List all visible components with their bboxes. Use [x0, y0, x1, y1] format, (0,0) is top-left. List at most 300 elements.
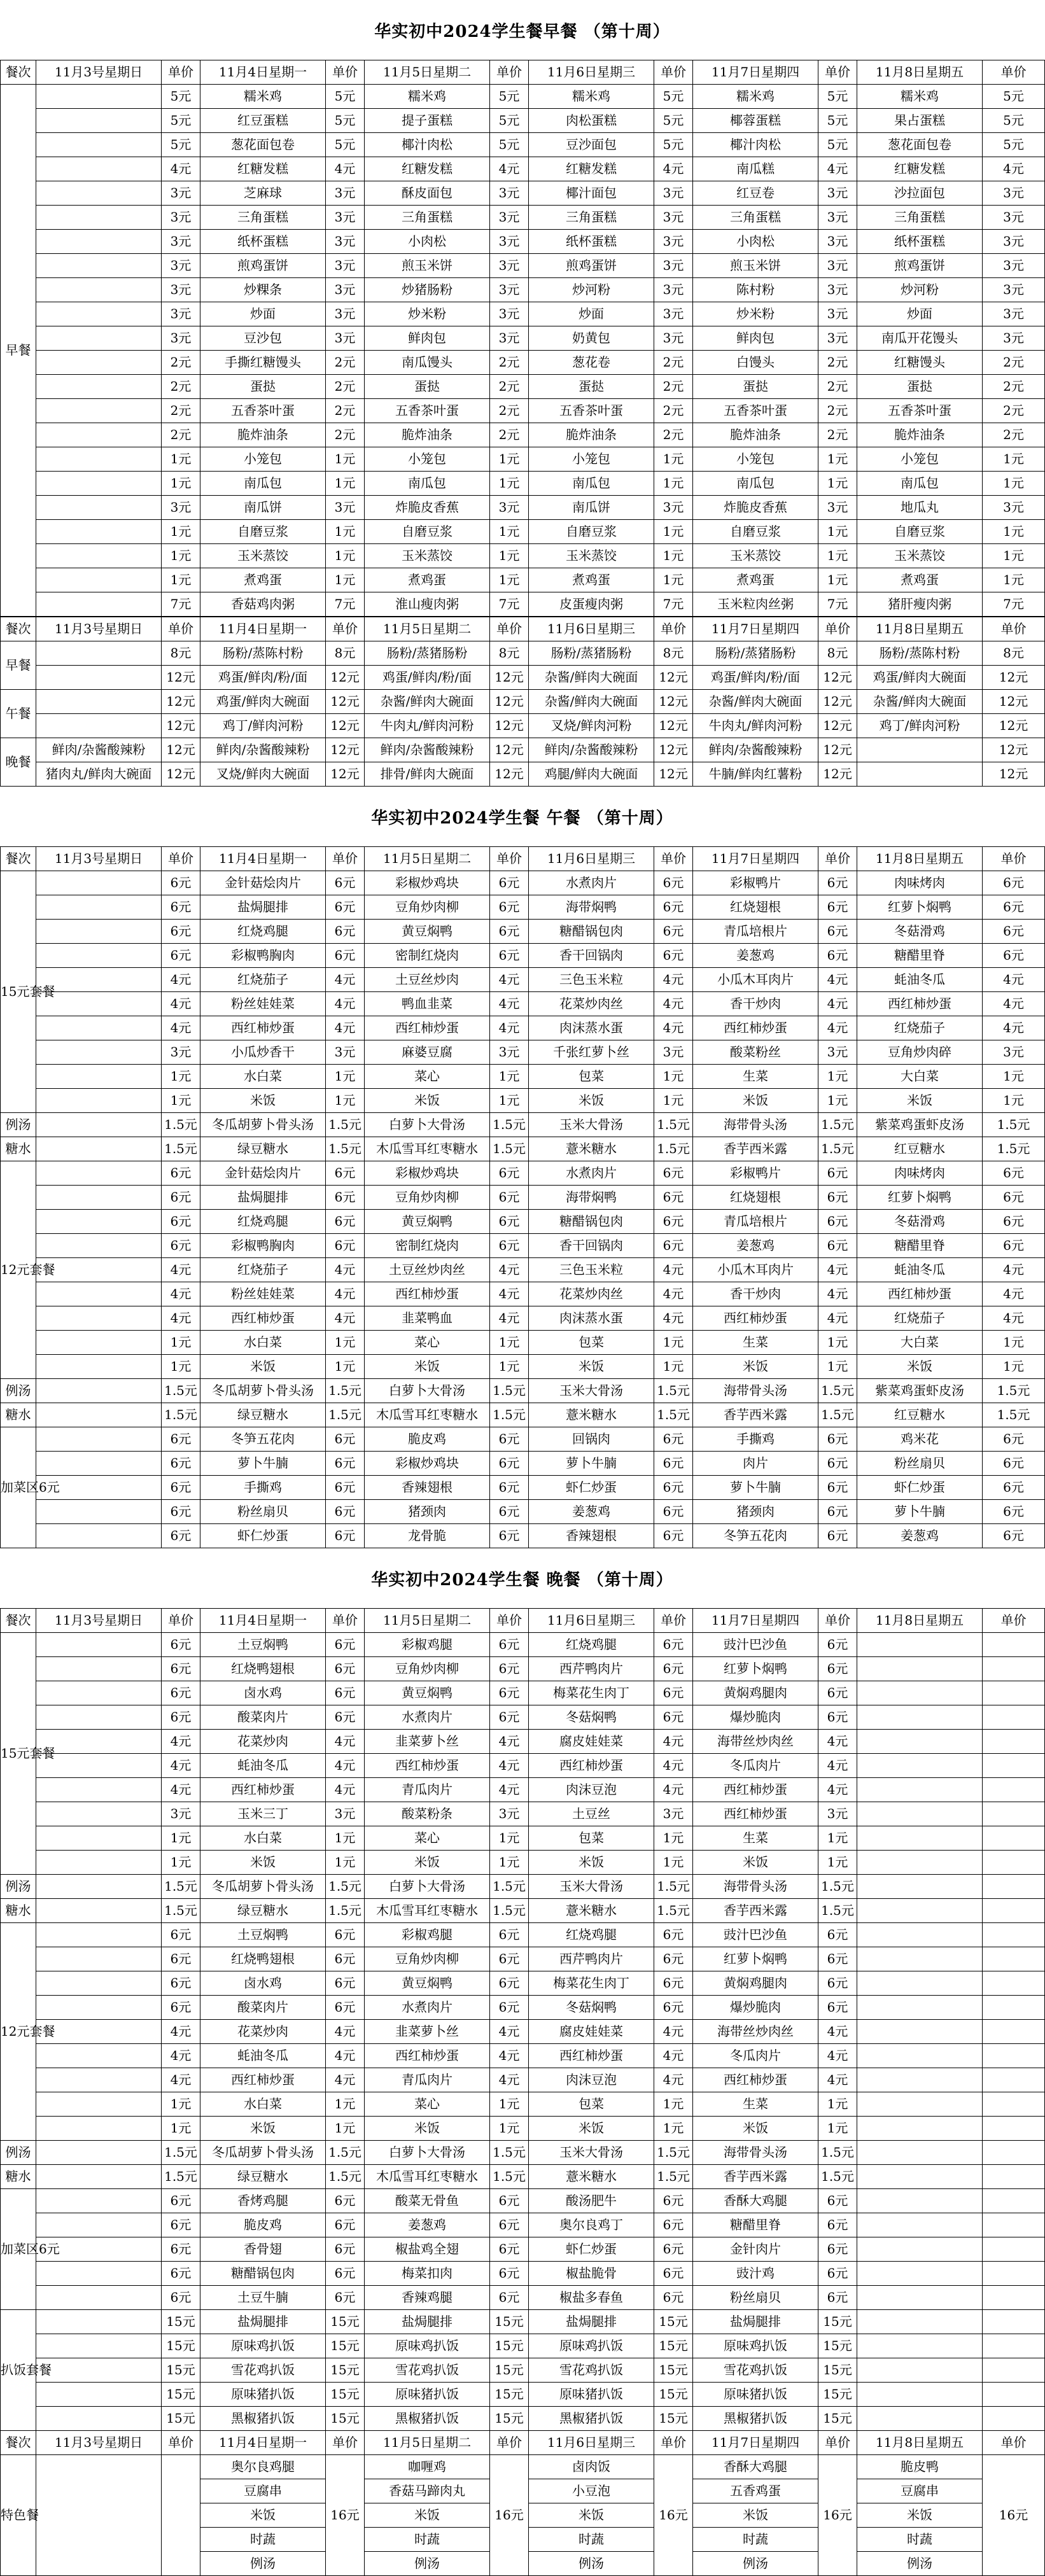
dish-cell: 冬瓜肉片 [693, 1754, 818, 1778]
dish-cell: 糯米鸡 [693, 85, 818, 109]
header-price-cell: 单价 [490, 847, 529, 871]
header-price-cell: 单价 [654, 847, 693, 871]
dish-cell: 肠粉/蒸猪肠粉 [365, 641, 490, 666]
price-cell: 6元 [654, 2237, 693, 2262]
dish-cell [36, 2092, 162, 2117]
price-cell [983, 2092, 1045, 2117]
dish-cell: 萝卜牛腩 [200, 1452, 326, 1476]
price-cell: 1元 [818, 447, 857, 472]
dish-cell: 菜心 [365, 1826, 490, 1851]
price-cell: 12元 [326, 762, 365, 787]
price-cell: 1.5元 [162, 1113, 200, 1137]
price-cell: 3元 [326, 230, 365, 254]
menu-row [1, 2117, 1045, 2141]
block-label: 加菜区6元 [1, 1427, 36, 1548]
menu-row [1, 2020, 1045, 2044]
price-cell: 1元 [654, 1065, 693, 1089]
price-cell: 1元 [983, 544, 1045, 568]
header-day-cell: 11月7日星期四 [693, 2431, 818, 2455]
price-cell: 4元 [983, 1282, 1045, 1306]
lunch-table [0, 846, 1045, 1548]
dish-cell: 米饭 [200, 1089, 326, 1113]
dish-cell: 提子蛋糕 [365, 109, 490, 133]
price-cell: 6元 [818, 1427, 857, 1452]
dish-cell: 玉米蒸饺 [365, 544, 490, 568]
menu-row [1, 230, 1045, 254]
menu-row [1, 1899, 1045, 1923]
dish-cell: 黑椒猪扒饭 [693, 2407, 818, 2431]
price-cell: 4元 [983, 968, 1045, 992]
dish-cell: 三角蛋糕 [857, 206, 983, 230]
dish-cell: 鲜肉/杂酱酸辣粉 [693, 738, 818, 762]
dish-cell [36, 1754, 162, 1778]
dish-cell: 姜葱鸡 [365, 2213, 490, 2237]
dish-cell: 冬瓜胡萝卜骨头汤 [200, 1113, 326, 1137]
dish-cell: 密制红烧肉 [365, 1234, 490, 1258]
price-cell: 5元 [162, 133, 200, 157]
price-cell: 1.5元 [654, 1113, 693, 1137]
header-day-cell: 11月4日星期一 [200, 847, 326, 871]
price-cell: 1元 [983, 568, 1045, 592]
dish-cell: 盐焗腿排 [200, 1186, 326, 1210]
dish-cell: 豆角炒肉柳 [365, 1657, 490, 1681]
price-cell: 5元 [983, 109, 1045, 133]
price-cell: 1元 [490, 520, 529, 544]
price-cell: 4元 [162, 2020, 200, 2044]
dish-cell: 米饭 [365, 1089, 490, 1113]
dish-cell: 红糖发糕 [529, 157, 654, 181]
dish-cell: 红豆卷 [693, 181, 818, 206]
price-cell: 6元 [162, 1476, 200, 1500]
price-cell [983, 1730, 1045, 1754]
price-cell: 6元 [490, 1705, 529, 1730]
menu-row [1, 1947, 1045, 1971]
dish-cell: 盐焗腿排 [200, 895, 326, 920]
price-cell: 4元 [983, 1306, 1045, 1331]
dish-cell: 卤肉饭 [529, 2455, 654, 2479]
dish-cell [36, 2141, 162, 2165]
price-cell [983, 1802, 1045, 1826]
dish-cell: 煎鸡蛋饼 [857, 254, 983, 278]
dish-cell [36, 895, 162, 920]
dish-cell: 肉味烤肉 [857, 871, 983, 895]
menu-row [1, 157, 1045, 181]
dish-cell: 鸭血韭菜 [365, 992, 490, 1016]
price-cell: 6元 [818, 1161, 857, 1186]
menu-row [1, 544, 1045, 568]
header-day-cell: 11月7日星期四 [693, 847, 818, 871]
price-cell: 3元 [162, 278, 200, 302]
dish-cell: 姜葱鸡 [529, 1500, 654, 1524]
dish-cell: 米饭 [693, 2503, 818, 2528]
price-cell: 5元 [654, 109, 693, 133]
price-cell: 6元 [654, 1524, 693, 1548]
price-cell: 6元 [162, 2286, 200, 2310]
dish-cell: 香菇马蹄肉丸 [365, 2479, 490, 2503]
price-cell: 2元 [983, 399, 1045, 423]
price-cell: 6元 [818, 944, 857, 968]
dish-cell: 南瓜饼 [200, 496, 326, 520]
price-cell: 12元 [490, 714, 529, 738]
dish-cell: 韭菜鸭血 [365, 1306, 490, 1331]
price-cell: 4元 [654, 2044, 693, 2068]
dish-cell: 姜葱鸡 [693, 944, 818, 968]
price-cell: 6元 [818, 920, 857, 944]
price-cell: 6元 [490, 2286, 529, 2310]
dish-cell: 脆皮鸡 [365, 1427, 490, 1452]
price-cell: 6元 [818, 2237, 857, 2262]
price-cell: 4元 [818, 2044, 857, 2068]
dish-cell: 黑椒猪扒饭 [529, 2407, 654, 2431]
menu-row [1, 920, 1045, 944]
price-cell: 4元 [654, 2068, 693, 2092]
price-cell: 1.5元 [654, 1137, 693, 1161]
dish-cell: 西芹鸭肉片 [529, 1947, 654, 1971]
dish-cell: 葱花卷 [529, 351, 654, 375]
dish-cell: 西红柿炒蛋 [529, 2044, 654, 2068]
price-cell: 6元 [162, 1234, 200, 1258]
price-cell: 3元 [983, 496, 1045, 520]
dish-cell [857, 738, 983, 762]
dish-cell: 米饭 [529, 2117, 654, 2141]
dish-cell: 五香茶叶蛋 [529, 399, 654, 423]
price-cell: 15元 [490, 2383, 529, 2407]
price-cell: 15元 [818, 2334, 857, 2358]
price-cell: 6元 [983, 1524, 1045, 1548]
price-cell: 3元 [490, 230, 529, 254]
dish-cell [36, 2407, 162, 2431]
menu-row [1, 2358, 1045, 2383]
price-cell: 6元 [818, 2189, 857, 2213]
dish-cell: 粉丝扇贝 [200, 1500, 326, 1524]
header-price-cell: 单价 [818, 1609, 857, 1633]
dish-cell: 米饭 [200, 1355, 326, 1379]
price-cell: 8元 [162, 641, 200, 666]
dish-cell: 原味鸡扒饭 [200, 2334, 326, 2358]
price-cell: 6元 [818, 1452, 857, 1476]
sugar-label: 糖水 [1, 1403, 36, 1427]
dish-cell: 红萝卜焖鸭 [857, 1186, 983, 1210]
dish-cell: 排骨/鲜肉大碗面 [365, 762, 490, 787]
price-cell: 3元 [490, 326, 529, 351]
price-cell: 4元 [326, 1306, 365, 1331]
dish-cell: 海带骨头汤 [693, 1379, 818, 1403]
price-cell: 12元 [162, 690, 200, 714]
price-cell: 6元 [654, 1427, 693, 1452]
menu-row [1, 326, 1045, 351]
price-cell: 7元 [326, 592, 365, 617]
dish-cell: 鸡蛋/鲜肉/粉/面 [693, 666, 818, 690]
dish-cell: 蚝油冬瓜 [200, 2044, 326, 2068]
price-cell: 4元 [326, 1730, 365, 1754]
dish-cell: 芝麻球 [200, 181, 326, 206]
menu-row [1, 1524, 1045, 1548]
price-cell: 6元 [490, 920, 529, 944]
price-cell: 4元 [162, 2044, 200, 2068]
dish-cell: 白萝卜大骨汤 [365, 1379, 490, 1403]
dish-cell: 红烧鸡腿 [529, 1633, 654, 1657]
price-cell: 4元 [983, 157, 1045, 181]
dish-cell [36, 1137, 162, 1161]
price-cell: 1元 [654, 1851, 693, 1875]
menu-row [1, 1705, 1045, 1730]
dish-cell: 红烧茄子 [857, 1306, 983, 1331]
dish-cell: 菜心 [365, 1065, 490, 1089]
price-cell: 6元 [818, 1234, 857, 1258]
price-cell: 3元 [326, 326, 365, 351]
dish-cell [36, 254, 162, 278]
menu-row [1, 1113, 1045, 1137]
dish-cell: 煎玉米饼 [693, 254, 818, 278]
price-cell: 16元 [654, 2455, 693, 2576]
dish-cell: 彩椒鸭片 [693, 1161, 818, 1186]
dish-cell: 西红柿炒蛋 [857, 992, 983, 1016]
dish-cell [857, 2334, 983, 2358]
dish-cell: 鲜肉/杂酱酸辣粉 [200, 738, 326, 762]
price-cell: 1元 [818, 1355, 857, 1379]
header-day-cell: 11月6日星期三 [529, 1609, 654, 1633]
price-cell: 2元 [983, 423, 1045, 447]
dish-cell [857, 1923, 983, 1947]
dish-cell [36, 920, 162, 944]
menu-row [1, 423, 1045, 447]
price-cell: 1元 [490, 2117, 529, 2141]
price-cell: 1元 [983, 520, 1045, 544]
price-cell: 6元 [326, 1234, 365, 1258]
dish-cell: 蛋挞 [857, 375, 983, 399]
meal-label: 早餐 [1, 85, 36, 617]
price-cell: 6元 [490, 2262, 529, 2286]
price-cell: 4元 [490, 992, 529, 1016]
price-cell: 6元 [162, 1947, 200, 1971]
price-cell: 3元 [818, 302, 857, 326]
header-price-cell: 单价 [654, 617, 693, 641]
price-cell: 5元 [326, 133, 365, 157]
dish-cell: 蚝油冬瓜 [200, 1754, 326, 1778]
dish-cell: 紫菜鸡蛋虾皮汤 [857, 1379, 983, 1403]
menu-row [1, 254, 1045, 278]
price-cell: 15元 [162, 2334, 200, 2358]
dish-cell: 姜葱鸡 [693, 1234, 818, 1258]
dish-cell [36, 1681, 162, 1705]
dish-cell [36, 944, 162, 968]
set-label: 15元套餐 [1, 871, 36, 1113]
dish-cell: 米饭 [529, 2503, 654, 2528]
price-cell: 12元 [818, 666, 857, 690]
price-cell: 1元 [162, 1355, 200, 1379]
dish-cell: 原味猪扒饭 [200, 2383, 326, 2407]
dish-cell: 自磨豆浆 [529, 520, 654, 544]
dish-cell: 米饭 [693, 2117, 818, 2141]
dish-cell: 冬笋五花肉 [200, 1427, 326, 1452]
dish-cell: 香干炒肉 [693, 1282, 818, 1306]
dish-cell: 玉米蒸饺 [529, 544, 654, 568]
block-label: 加菜区6元 [1, 2189, 36, 2310]
price-cell: 6元 [326, 2189, 365, 2213]
price-cell: 3元 [326, 206, 365, 230]
price-cell: 15元 [162, 2310, 200, 2334]
price-cell: 6元 [162, 1633, 200, 1657]
dish-cell [36, 2334, 162, 2358]
dish-cell: 水煮肉片 [365, 1705, 490, 1730]
price-cell: 12元 [162, 738, 200, 762]
price-cell: 2元 [326, 423, 365, 447]
dish-cell [36, 447, 162, 472]
dish-cell: 五香茶叶蛋 [365, 399, 490, 423]
price-cell [983, 1705, 1045, 1730]
dish-cell: 卤水鸡 [200, 1971, 326, 1996]
price-cell: 4元 [818, 1730, 857, 1754]
price-cell: 6元 [162, 2213, 200, 2237]
dish-cell [36, 1851, 162, 1875]
price-cell: 4元 [490, 157, 529, 181]
price-cell: 12元 [162, 762, 200, 787]
dish-cell: 南瓜包 [529, 472, 654, 496]
header-price-cell: 单价 [326, 2431, 365, 2455]
price-cell: 3元 [654, 302, 693, 326]
dish-cell: 青瓜培根片 [693, 1210, 818, 1234]
price-cell: 1元 [326, 520, 365, 544]
price-cell: 3元 [983, 326, 1045, 351]
dish-cell: 玉米大骨汤 [529, 2141, 654, 2165]
menu-row [1, 1875, 1045, 1899]
dish-cell: 黄焖鸡腿肉 [693, 1971, 818, 1996]
meal-label: 晚餐 [1, 738, 36, 787]
dish-cell: 杂酱/鲜肉大碗面 [857, 690, 983, 714]
price-cell: 3元 [654, 230, 693, 254]
dish-cell: 土豆丝炒肉丝 [365, 1258, 490, 1282]
menu-row [1, 1355, 1045, 1379]
dish-cell: 虾仁炒蛋 [857, 1476, 983, 1500]
dish-cell: 椒盐脆骨 [529, 2262, 654, 2286]
price-cell: 1元 [490, 472, 529, 496]
price-cell: 3元 [162, 1040, 200, 1065]
price-cell: 1.5元 [818, 1113, 857, 1137]
menu-row [1, 1161, 1045, 1186]
dish-cell [857, 2165, 983, 2189]
dish-cell: 糯米鸡 [857, 85, 983, 109]
empty-cell [36, 2455, 162, 2576]
price-cell: 3元 [654, 181, 693, 206]
dish-cell: 生菜 [693, 1331, 818, 1355]
dish-cell: 虾仁炒蛋 [200, 1524, 326, 1548]
dish-cell: 时蔬 [857, 2528, 983, 2552]
header-price-cell: 单价 [654, 1609, 693, 1633]
price-cell: 6元 [326, 1657, 365, 1681]
dish-cell: 小豆泡 [529, 2479, 654, 2503]
dish-cell: 小肉松 [365, 230, 490, 254]
dish-cell: 彩椒鸡腿 [365, 1633, 490, 1657]
dish-cell: 花菜炒肉丝 [529, 1282, 654, 1306]
dish-cell: 鸡蛋/鲜肉/粉/面 [200, 666, 326, 690]
dish-cell: 脆炸油条 [693, 423, 818, 447]
dish-cell [857, 1875, 983, 1899]
price-cell: 12元 [983, 738, 1045, 762]
price-cell: 1元 [818, 1331, 857, 1355]
dish-cell: 红烧茄子 [200, 968, 326, 992]
dish-cell [36, 2213, 162, 2237]
price-cell: 1.5元 [983, 1113, 1045, 1137]
price-cell: 4元 [490, 1730, 529, 1754]
price-cell: 1元 [983, 1089, 1045, 1113]
price-cell: 8元 [490, 641, 529, 666]
price-cell: 6元 [490, 2189, 529, 2213]
price-cell [983, 2334, 1045, 2358]
dish-cell: 红豆蛋糕 [200, 109, 326, 133]
header-day-cell: 11月5日星期二 [365, 617, 490, 641]
price-cell: 6元 [983, 1234, 1045, 1258]
price-cell: 12元 [983, 690, 1045, 714]
dish-cell: 脆炸油条 [365, 423, 490, 447]
price-cell: 2元 [654, 351, 693, 375]
price-cell: 15元 [490, 2310, 529, 2334]
dish-cell: 木瓜雪耳红枣糖水 [365, 2165, 490, 2189]
price-cell [983, 2310, 1045, 2334]
price-cell: 1元 [326, 1065, 365, 1089]
price-cell: 6元 [818, 895, 857, 920]
dish-cell: 蚝油冬瓜 [857, 968, 983, 992]
dish-cell: 玉米蒸饺 [693, 544, 818, 568]
dish-cell: 粉丝娃娃菜 [200, 992, 326, 1016]
price-cell: 6元 [490, 1996, 529, 2020]
price-cell: 1元 [490, 1331, 529, 1355]
dish-cell: 猪颈肉 [365, 1500, 490, 1524]
dish-cell: 米饭 [365, 1851, 490, 1875]
dish-cell: 雪花鸡扒饭 [365, 2358, 490, 2383]
price-cell: 12元 [654, 690, 693, 714]
dish-cell: 米饭 [200, 2117, 326, 2141]
header-day-cell: 11月4日星期一 [200, 60, 326, 85]
price-cell: 15元 [654, 2407, 693, 2431]
dish-cell: 豉汁巴沙鱼 [693, 1923, 818, 1947]
header-price-cell: 单价 [983, 617, 1045, 641]
dish-cell: 红萝卜焖鸭 [857, 895, 983, 920]
dish-cell: 梅菜扣肉 [365, 2262, 490, 2286]
menu-row [1, 2383, 1045, 2407]
dish-cell [36, 992, 162, 1016]
dish-cell: 炒面 [529, 302, 654, 326]
dish-cell: 冬瓜胡萝卜骨头汤 [200, 2141, 326, 2165]
dish-cell: 红糖发糕 [200, 157, 326, 181]
dish-cell: 绿豆糖水 [200, 1899, 326, 1923]
header-price-cell: 单价 [490, 1609, 529, 1633]
dish-cell: 脆炸油条 [857, 423, 983, 447]
dish-cell [36, 1379, 162, 1403]
price-cell: 15元 [326, 2383, 365, 2407]
dish-cell: 腐皮娃娃菜 [529, 2020, 654, 2044]
special-label: 特色餐 [1, 2455, 36, 2576]
dish-cell: 土豆焖鸭 [200, 1633, 326, 1657]
dish-cell [857, 1754, 983, 1778]
dish-cell [36, 968, 162, 992]
dish-cell: 青瓜肉片 [365, 1778, 490, 1802]
price-cell: 1元 [818, 1065, 857, 1089]
dish-cell: 生菜 [693, 2092, 818, 2117]
price-cell: 6元 [983, 1210, 1045, 1234]
price-cell: 6元 [490, 1234, 529, 1258]
header-day-cell: 11月7日星期四 [693, 1609, 818, 1633]
dish-cell [36, 109, 162, 133]
dish-cell: 自磨豆浆 [200, 520, 326, 544]
dish-cell: 西红柿炒蛋 [693, 1016, 818, 1040]
dish-cell: 小笼包 [857, 447, 983, 472]
dish-cell: 杂酱/鲜肉大碗面 [529, 690, 654, 714]
dish-cell: 果占蛋糕 [857, 109, 983, 133]
dish-cell: 炒面 [200, 302, 326, 326]
price-cell: 1.5元 [326, 1899, 365, 1923]
dish-cell: 纸杯蛋糕 [529, 230, 654, 254]
header-price-cell: 单价 [983, 2431, 1045, 2455]
